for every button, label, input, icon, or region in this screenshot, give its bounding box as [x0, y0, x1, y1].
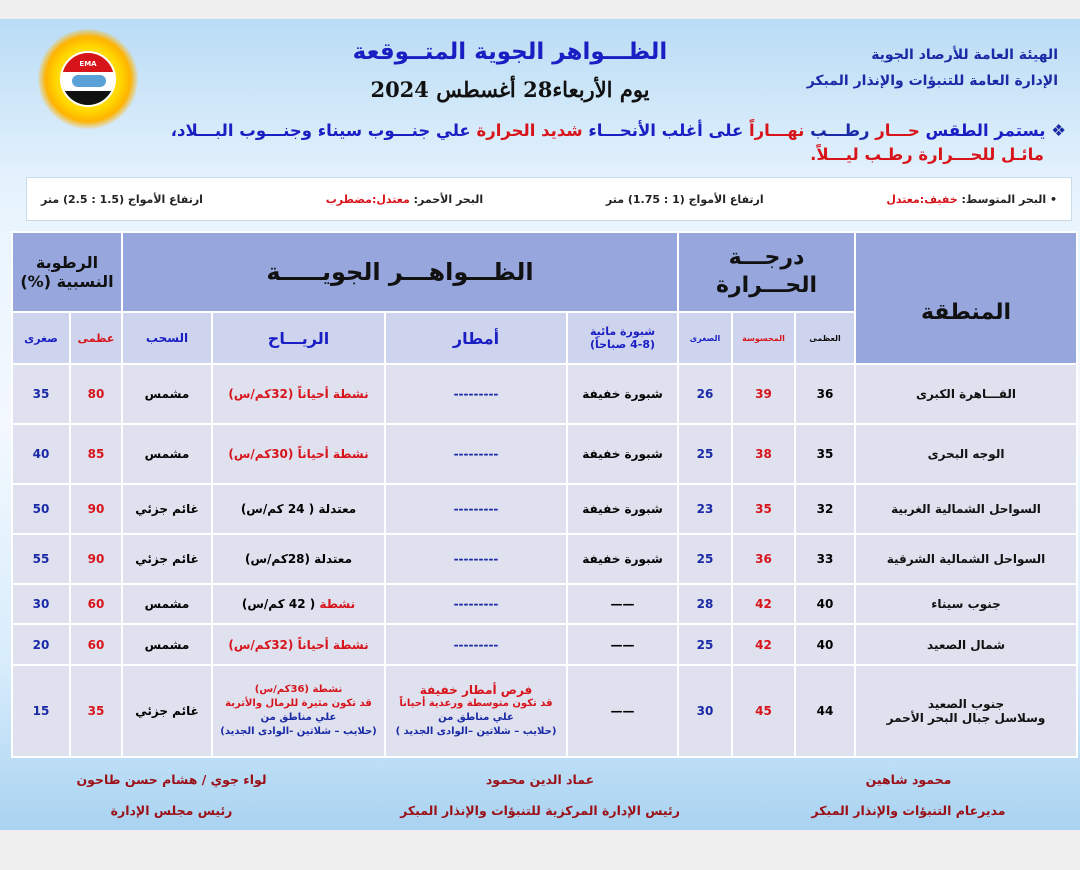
- header-temperature: درجـــة الحـــرارة: [678, 232, 855, 312]
- ema-logo: EMA: [38, 29, 138, 129]
- cloud-cell: مشمس: [122, 364, 212, 424]
- red-sea-state: البحر الأحمر: معتدل:مضطرب: [325, 192, 484, 206]
- fog-cell: شبورة خفيفة: [567, 424, 678, 484]
- table-row: [12, 534, 1077, 584]
- forecast-date: يوم الأربعاء28 أغسطس 2024: [370, 77, 650, 102]
- rain-cell: ---------: [385, 624, 567, 665]
- humidity-max: 60: [70, 584, 122, 624]
- signatures: [20, 772, 1060, 818]
- temp-feels: 45: [732, 665, 795, 757]
- fog-cell: شبورة خفيفة: [567, 364, 678, 424]
- region-name: جنوب الصعيد وسلاسل جبال البحر الأحمر: [855, 665, 1077, 757]
- temp-max: 40: [795, 584, 855, 624]
- humidity-max: 35: [70, 665, 122, 757]
- signature-2-title: رئيس الإدارة المركزية للتنبؤات والإنذار المبكر: [400, 803, 680, 818]
- temp-feels: 42: [732, 624, 795, 665]
- table-row: [12, 424, 1077, 484]
- temp-max: 32: [795, 484, 855, 534]
- header-phenomena: الظـــواهـــر الجويـــــة: [122, 232, 678, 312]
- table-row: [12, 484, 1077, 534]
- temp-min: 26: [678, 364, 732, 424]
- rain-cell: فرص أمطار خفيفة قد تكون متوسطة ورعدية أحياناً علي مناطق من (حلايب – شلاتين –الوادى الجديد ): [385, 665, 567, 757]
- table-row: [12, 624, 1077, 665]
- org-department: الإدارة العامة للتنبؤات والإنذار المبكر: [806, 73, 1058, 89]
- header-rain: أمطار: [385, 312, 567, 364]
- sheet-header: [0, 19, 1080, 119]
- humidity-max: 85: [70, 424, 122, 484]
- temp-max: 44: [795, 665, 855, 757]
- cloud-cell: مشمس: [122, 624, 212, 665]
- temp-feels: 35: [732, 484, 795, 534]
- region-name: جنوب سيناء: [855, 584, 1077, 624]
- forecast-sheet: [0, 19, 1080, 830]
- region-name: شمال الصعيد: [855, 624, 1077, 665]
- temp-max: 33: [795, 534, 855, 584]
- signature-3-title: رئيس مجلس الإدارة: [110, 803, 233, 818]
- header-humidity: الرطوبة النسبية (%): [12, 232, 122, 312]
- red-sea-waves: ارتفاع الأمواج (1.5 : 2.5) متر: [41, 192, 203, 206]
- med-sea-waves: ارتفاع الأمواج (1 : 1.75) متر: [605, 192, 764, 206]
- rain-cell: ---------: [385, 534, 567, 584]
- humidity-max: 60: [70, 624, 122, 665]
- region-name: السواحل الشمالية الشرقية: [855, 534, 1077, 584]
- fog-cell: ——: [567, 624, 678, 665]
- header-wind: الريـــاح: [212, 312, 385, 364]
- temp-feels: 36: [732, 534, 795, 584]
- table-row: [12, 364, 1077, 424]
- humidity-min: 35: [12, 364, 70, 424]
- table-row: [12, 665, 1077, 757]
- humidity-min: 50: [12, 484, 70, 534]
- wind-cell: نشطة أحياناً (30كم/س): [212, 424, 385, 484]
- page-title: الظـــواهر الجوية المتــوقعة: [352, 39, 668, 65]
- fog-cell: شبورة خفيفة: [567, 534, 678, 584]
- cloud-cell: غائم جزئي: [122, 534, 212, 584]
- temp-max: 35: [795, 424, 855, 484]
- header-region: المنطقة: [855, 232, 1077, 364]
- temp-min: 30: [678, 665, 732, 757]
- humidity-max: 80: [70, 364, 122, 424]
- cloud-cell: غائم جزئي: [122, 484, 212, 534]
- temp-max: 40: [795, 624, 855, 665]
- humidity-min: 15: [12, 665, 70, 757]
- rain-cell: ---------: [385, 424, 567, 484]
- temp-min: 25: [678, 534, 732, 584]
- wind-cell: معتدلة (28كم/س): [212, 534, 385, 584]
- region-name: السواحل الشمالية الغربية: [855, 484, 1077, 534]
- header-hum-max: عظمى: [70, 312, 122, 364]
- wind-cell: معتدلة ( 24 كم/س): [212, 484, 385, 534]
- temp-min: 25: [678, 624, 732, 665]
- header-feels: المحسوسة: [732, 312, 795, 364]
- humidity-min: 30: [12, 584, 70, 624]
- cloud-cell: مشمس: [122, 424, 212, 484]
- table-row: [12, 584, 1077, 624]
- temp-min: 28: [678, 584, 732, 624]
- weather-summary: ❖ يستمر الطقس حـــار رطـــب نهـــاراً على أغلب الأنحـــاء شديد الحرارة علي جنـــوب سيناء وجنـــوب البـــلاد، مائـل للحـــرارة رطـب ليـــلاً.: [170, 121, 1066, 164]
- wind-cell: نشطة أحياناً (32كم/س): [212, 364, 385, 424]
- header-cloud: السحب: [122, 312, 212, 364]
- org-name: الهيئة العامة للأرصاد الجوية: [871, 47, 1058, 63]
- temp-min: 25: [678, 424, 732, 484]
- sea-state-box: [26, 177, 1072, 221]
- region-name: القـــاهرة الكبرى: [855, 364, 1077, 424]
- signature-1-title: مديرعام التنبؤات والإنذار المبكر: [811, 803, 1006, 818]
- humidity-max: 90: [70, 534, 122, 584]
- region-name: الوجه البحرى: [855, 424, 1077, 484]
- med-sea-state: • البحر المتوسط: خفيف:معتدل: [886, 192, 1057, 206]
- wind-cell: نشطة أحياناً (32كم/س): [212, 624, 385, 665]
- rain-cell: ---------: [385, 484, 567, 534]
- wind-cell: نشطة (36كم/س) قد تكون مثيرة للرمال والأتربة علي مناطق من (حلايب – شلاتين -الوادى الجديد): [212, 665, 385, 757]
- rain-cell: ---------: [385, 364, 567, 424]
- header-tmax: العظمى: [795, 312, 855, 364]
- cloud-cell: مشمس: [122, 584, 212, 624]
- fog-cell: ——: [567, 584, 678, 624]
- temp-max: 36: [795, 364, 855, 424]
- temp-feels: 42: [732, 584, 795, 624]
- signature-1-name: محمود شاهين: [865, 772, 952, 787]
- wind-cell: نشطة ( 42 كم/س): [212, 584, 385, 624]
- signature-3-name: لواء جوي / هشام حسن طاحون: [76, 772, 267, 787]
- rain-cell: ---------: [385, 584, 567, 624]
- header-hum-min: صغرى: [12, 312, 70, 364]
- humidity-min: 20: [12, 624, 70, 665]
- humidity-max: 90: [70, 484, 122, 534]
- cloud-cell: غائم جزئي: [122, 665, 212, 757]
- header-fog: شبورة مائية (4-8 صباحاً): [567, 312, 678, 364]
- temp-feels: 38: [732, 424, 795, 484]
- signature-2-name: عماد الدين محمود: [485, 772, 595, 787]
- fog-cell: ——: [567, 665, 678, 757]
- forecast-table: [11, 231, 1078, 758]
- temp-min: 23: [678, 484, 732, 534]
- header-tmin: الصغرى: [678, 312, 732, 364]
- humidity-min: 40: [12, 424, 70, 484]
- temp-feels: 39: [732, 364, 795, 424]
- humidity-min: 55: [12, 534, 70, 584]
- fog-cell: شبورة خفيفة: [567, 484, 678, 534]
